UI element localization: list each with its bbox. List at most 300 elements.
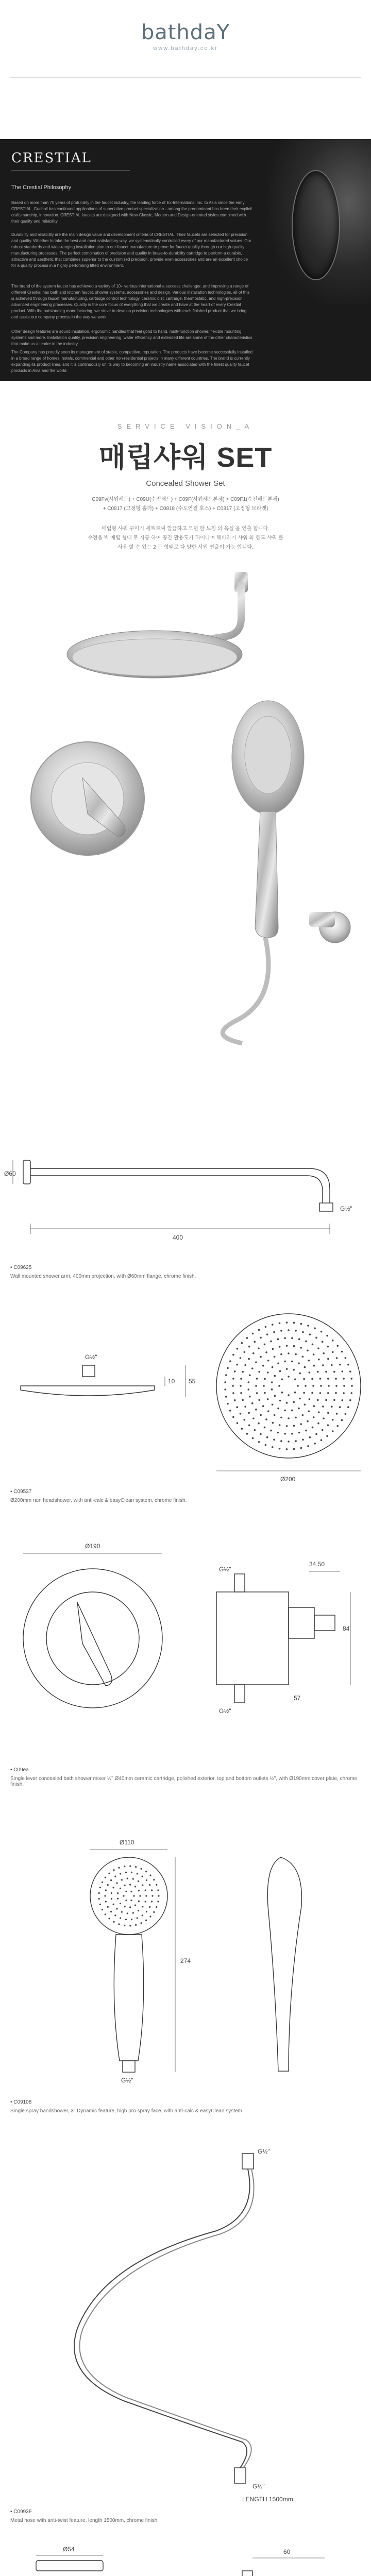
nozzle-dot — [294, 1392, 296, 1394]
nozzle-dot — [130, 1891, 132, 1892]
nozzle-dot — [327, 1346, 329, 1348]
nozzle-dot — [286, 1448, 288, 1450]
nozzle-dot — [110, 1879, 112, 1881]
dim-head-h10: 10 — [168, 1378, 175, 1385]
nozzle-dot — [254, 1341, 256, 1343]
drawing-hose — [0, 2133, 371, 2504]
nozzle-dot — [295, 1440, 297, 1442]
nozzle-dot — [293, 1345, 295, 1347]
nozzle-dot — [252, 1352, 255, 1354]
spec-code: • C0993F — [10, 2509, 32, 2515]
nozzle-dot — [129, 1865, 131, 1867]
nozzle-dot — [237, 1348, 239, 1350]
nozzle-dot — [335, 1392, 337, 1394]
nozzle-dot — [295, 1353, 297, 1355]
nozzle-dot — [252, 1437, 254, 1439]
nozzle-dot — [321, 1331, 323, 1333]
nozzle-dot — [327, 1412, 329, 1414]
nozzle-dot — [322, 1405, 324, 1408]
nozzle-dot — [125, 1919, 127, 1920]
nozzle-dot — [105, 1913, 106, 1915]
nozzle-dot — [99, 1887, 101, 1888]
nozzle-dot — [104, 1895, 106, 1896]
nozzle-dot — [265, 1351, 267, 1353]
nozzle-dot — [258, 1371, 260, 1373]
nozzle-dot — [279, 1370, 281, 1372]
nozzle-dot — [124, 1906, 126, 1907]
nozzle-dot — [134, 1905, 136, 1906]
spec-description: Metal hose with anti-twist feature, length 1500mm, chrome finish. — [10, 2518, 159, 2523]
nozzle-dot — [286, 1321, 288, 1324]
nozzle-dot — [105, 1889, 107, 1891]
nozzle-dot — [112, 1904, 114, 1905]
nozzle-dot — [248, 1388, 250, 1391]
components-line-1: C09Fv(샤워헤드) + C09U(수전해드) + C09F(샤워헤드본체) + C09F1(수전해드본체) — [92, 497, 279, 502]
nozzle-dot — [229, 1410, 231, 1412]
dim-head-h55: 55 — [189, 1378, 196, 1385]
nozzle-dot — [248, 1425, 250, 1427]
nozzle-dot — [308, 1410, 310, 1412]
nozzle-dot — [335, 1385, 338, 1387]
dim-hand-thread: G½" — [121, 2077, 133, 2084]
nozzle-dot — [311, 1378, 313, 1380]
nozzle-dot — [298, 1338, 300, 1341]
nozzle-dot — [145, 1889, 146, 1891]
nozzle-dot — [113, 1869, 114, 1871]
philosophy-paragraph: Based on more than 70 years of profundity in the faucet industry, the leading force of Ex-International Inc. to Asia since the early CRESTIAL, Gucholl has continued applications of superlative product specialization - among the predominant has been their explicit craftsmanship, innovation. CRESTIAL faucets are designed with New-Classic, Modern and Design-oriented styles combined with their quality and reliability. — [11, 200, 252, 224]
nozzle-dot — [244, 1351, 246, 1353]
nozzle-dot — [121, 1879, 123, 1880]
nozzle-dot — [313, 1416, 315, 1418]
nozzle-dot — [309, 1371, 311, 1374]
nozzle-dot — [120, 1917, 121, 1919]
nozzle-dot — [332, 1430, 334, 1432]
nozzle-dot — [304, 1403, 306, 1405]
nozzle-dot — [248, 1381, 250, 1383]
nozzle-dot — [107, 1906, 109, 1908]
nozzle-dot — [225, 1374, 227, 1376]
nozzle-dot — [300, 1323, 302, 1325]
nozzle-dot — [145, 1871, 147, 1872]
nozzle-dot — [145, 1895, 147, 1896]
nozzle-dot — [232, 1416, 234, 1418]
dim-mixer-thread-bottom: G½" — [219, 1707, 231, 1715]
nozzle-dot — [288, 1329, 290, 1331]
nozzle-dot — [300, 1447, 302, 1449]
dim-mixer-thread-top: G½" — [219, 1566, 231, 1573]
nozzle-dot — [125, 1872, 127, 1873]
nozzle-dot — [307, 1350, 309, 1352]
spec-description: Single lever concealed bath shower mixer ½" Ø40mm ceramic cartridge, polished exterior, top and bottom outlets ½", with Ø190mm cover plate, chrome finish. — [10, 1776, 357, 1787]
nozzle-dot — [132, 1878, 134, 1879]
nozzle-dot — [280, 1417, 282, 1419]
nozzle-dot — [331, 1364, 333, 1366]
nozzle-dot — [347, 1364, 349, 1366]
nozzle-dot — [271, 1388, 273, 1391]
nozzle-dot — [255, 1361, 257, 1363]
nozzle-dot — [153, 1911, 155, 1913]
nozzle-dot — [249, 1396, 251, 1398]
nozzle-dot — [341, 1419, 343, 1421]
nozzle-dot — [279, 1448, 281, 1450]
nozzle-dot — [157, 1889, 159, 1891]
nozzle-dot — [293, 1401, 295, 1403]
nozzle-dot — [341, 1351, 343, 1353]
nozzle-dot — [258, 1347, 260, 1349]
nozzle-dot — [339, 1406, 341, 1409]
nozzle-dot — [151, 1895, 153, 1896]
header — [0, 21, 371, 52]
nozzle-dot — [258, 1441, 260, 1443]
nozzle-dot — [300, 1347, 302, 1349]
nozzle-dot — [234, 1370, 236, 1372]
nozzle-dot — [291, 1337, 293, 1339]
nozzle-dot — [286, 1345, 288, 1347]
nozzle-dot — [246, 1433, 248, 1435]
nozzle-dot — [240, 1378, 242, 1380]
nozzle-dot — [267, 1360, 269, 1362]
nozzle-dot — [123, 1895, 124, 1896]
nozzle-dot — [277, 1408, 279, 1410]
dim-hose-thread-bottom: G½" — [252, 2483, 265, 2490]
nozzle-dot — [265, 1418, 267, 1420]
nozzle-dot — [107, 1884, 109, 1886]
nozzle-dot — [252, 1417, 255, 1419]
nozzle-dot — [244, 1406, 246, 1408]
header-divider — [10, 77, 361, 78]
nozzle-dot — [264, 1378, 266, 1380]
nozzle-dot — [315, 1433, 317, 1435]
nozzle-dot — [277, 1363, 279, 1365]
nozzle-dot — [274, 1375, 276, 1377]
nozzle-dot — [142, 1876, 143, 1877]
nozzle-dot — [232, 1392, 234, 1394]
nozzle-dot — [145, 1901, 146, 1902]
nozzle-dot — [317, 1399, 319, 1401]
nozzle-dot — [270, 1341, 272, 1343]
nozzle-dot — [114, 1914, 116, 1916]
crestial-logo: CRESTIAL — [11, 150, 92, 166]
nozzle-dot — [281, 1378, 283, 1380]
nozzle-dot — [124, 1885, 126, 1886]
nozzle-dot — [293, 1369, 295, 1371]
dim-arm-thread: G½" — [340, 1205, 352, 1212]
nozzle-dot — [111, 1898, 112, 1900]
dim-mixer-a: 34.50 — [309, 1561, 325, 1568]
dim-head-diameter: Ø200 — [280, 1476, 296, 1483]
nozzle-dot — [274, 1355, 276, 1358]
nozzle-dot — [260, 1356, 262, 1358]
nozzle-dot — [258, 1422, 260, 1425]
nozzle-dot — [135, 1866, 137, 1868]
nozzle-dot — [267, 1410, 269, 1412]
nozzle-dot — [145, 1920, 147, 1921]
nozzle-dot — [121, 1911, 123, 1913]
spec-code: • C09625 — [10, 1265, 32, 1270]
nozzle-dot — [232, 1378, 234, 1380]
nozzle-dot — [272, 1403, 274, 1405]
nozzle-dot — [343, 1385, 345, 1387]
nozzle-dot — [129, 1906, 131, 1908]
nozzle-dot — [322, 1341, 324, 1343]
nozzle-dot — [113, 1921, 114, 1923]
nozzle-dot — [315, 1337, 317, 1339]
nozzle-dot — [302, 1439, 304, 1441]
nozzle-dot — [302, 1355, 304, 1358]
nozzle-dot — [278, 1385, 280, 1387]
nozzle-dot — [288, 1394, 290, 1396]
nozzle-dot — [272, 1446, 274, 1448]
nozzle-dot — [322, 1364, 324, 1366]
nozzle-dot — [132, 1912, 134, 1913]
nozzle-dot — [350, 1392, 352, 1394]
nozzle-dot — [321, 1439, 323, 1442]
nozzle-dot — [318, 1412, 320, 1414]
nozzle-dot — [260, 1414, 262, 1416]
nozzle-dot — [244, 1419, 246, 1421]
nozzle-dot — [240, 1385, 242, 1387]
nozzle-dot — [327, 1392, 329, 1394]
nozzle-dot — [318, 1359, 320, 1361]
nozzle-dot — [272, 1348, 274, 1350]
nozzle-dot — [307, 1325, 309, 1327]
nozzle-dot — [156, 1906, 157, 1908]
nozzle-dot — [120, 1873, 121, 1874]
philosophy-title: The Crestial Philosophy — [11, 184, 72, 191]
nozzle-dot — [130, 1900, 132, 1901]
description-line-2: 수전을 벽 매립 형태 로 시공 하여 공간 활용도가 뛰어나며 해바라기 샤워 와 핸드 샤워 를 — [88, 535, 283, 541]
nozzle-dot — [251, 1367, 254, 1369]
nozzle-dot — [256, 1392, 258, 1394]
nozzle-dot — [227, 1403, 229, 1405]
nozzle-dot — [260, 1433, 262, 1435]
nozzle-dot — [345, 1413, 347, 1415]
dim-head-thread: G½" — [85, 1353, 97, 1361]
nozzle-dot — [281, 1392, 283, 1394]
nozzle-dot — [225, 1396, 227, 1398]
nozzle-dot — [105, 1901, 107, 1902]
nozzle-dot — [242, 1371, 244, 1373]
nozzle-dot — [279, 1424, 281, 1426]
spec-description: Single spray handshower, 3" Dynamic feature, high pro spray face, with anti-calc & easyClean system — [10, 2108, 242, 2114]
nozzle-dot — [288, 1352, 290, 1354]
nozzle-dot — [156, 1884, 157, 1886]
nozzle-dot — [116, 1908, 117, 1909]
nozzle-dot — [111, 1892, 112, 1894]
nozzle-dot — [266, 1436, 268, 1438]
nozzle-dot — [300, 1423, 302, 1425]
drawing-mixer — [0, 1525, 371, 1762]
nozzle-dot — [246, 1337, 248, 1339]
nozzle-dot — [274, 1395, 276, 1397]
nozzle-dot — [234, 1399, 236, 1401]
nozzle-dot — [157, 1901, 159, 1902]
nozzle-dot — [108, 1918, 110, 1919]
nozzle-dot — [258, 1329, 260, 1331]
nozzle-dot — [345, 1357, 347, 1359]
nozzle-dot — [142, 1914, 143, 1916]
nozzle-dot — [299, 1398, 301, 1400]
product-photo — [0, 556, 371, 1051]
brand-logo: bathdaY — [141, 21, 230, 44]
dim-arm-flange: Ø60 — [4, 1170, 16, 1177]
nozzle-dot — [236, 1406, 238, 1409]
nozzle-dot — [255, 1409, 257, 1411]
dim-hand-length: 274 — [180, 1957, 191, 1964]
nozzle-dot — [134, 1886, 136, 1887]
drawing-handshower — [0, 1834, 371, 2092]
nozzle-dot — [117, 1892, 119, 1894]
nozzle-dot — [313, 1365, 315, 1367]
nozzle-dot — [293, 1448, 295, 1450]
nozzle-dot — [317, 1347, 319, 1349]
nozzle-dot — [255, 1385, 257, 1387]
nozzle-dot — [312, 1344, 314, 1346]
dim-mixer-c: 57 — [294, 1694, 301, 1702]
faucet-rim-photo — [292, 170, 340, 280]
nozzle-dot — [153, 1879, 155, 1880]
nozzle-dot — [295, 1417, 297, 1419]
nozzle-dot — [307, 1420, 309, 1422]
philosophy-paragraph: The Company has proudly seen its management of stable, competitive, reputation. The products have become successfully installed in a broad range of homes, hotels, commercial and other non-residential projects in many different countries. The brand is currently expanding its product lines, and it is continuously on its way to becoming an industry name associated with the finest quality faucet products in Asia and the world. — [11, 350, 253, 373]
dim-arm-length: 400 — [173, 1234, 183, 1241]
nozzle-dot — [297, 1385, 299, 1387]
crestial-underline — [11, 170, 130, 171]
nozzle-dot — [322, 1429, 324, 1431]
nozzle-dot — [305, 1341, 307, 1343]
nozzle-dot — [273, 1439, 275, 1441]
product-title: 매립샤워 SET — [98, 442, 273, 473]
spec-code: • C09ea — [10, 1767, 29, 1773]
nozzle-dot — [291, 1433, 293, 1435]
nozzle-dot — [323, 1352, 325, 1354]
nozzle-dot — [138, 1880, 139, 1882]
nozzle-dot — [112, 1887, 114, 1888]
nozzle-dot — [284, 1433, 286, 1435]
nozzle-dot — [349, 1370, 351, 1372]
nozzle-dot — [286, 1368, 288, 1370]
nozzle-dot — [138, 1890, 140, 1891]
nozzle-dot — [307, 1445, 309, 1447]
nozzle-dot — [267, 1398, 269, 1400]
nozzle-dot — [254, 1429, 256, 1431]
nozzle-dot — [158, 1895, 159, 1896]
nozzle-dot — [332, 1419, 334, 1421]
drawing-rain-head — [0, 1298, 371, 1525]
nozzle-dot — [320, 1385, 322, 1387]
nozzle-dot — [336, 1357, 338, 1359]
nozzle-dot — [146, 1911, 147, 1912]
nozzle-dot — [258, 1399, 260, 1401]
drawing-elbow — [0, 2540, 371, 2576]
nozzle-dot — [102, 1909, 103, 1910]
nozzle-dot — [124, 1866, 125, 1867]
nozzle-dot — [110, 1911, 112, 1912]
nozzle-dot — [343, 1392, 345, 1394]
nozzle-dot — [298, 1408, 300, 1410]
nozzle-dot — [131, 1872, 132, 1873]
nozzle-dot — [137, 1873, 138, 1874]
nozzle-dot — [120, 1903, 121, 1904]
nozzle-dot — [280, 1440, 282, 1442]
spec-code: • C09537 — [10, 1489, 32, 1495]
nozzle-dot — [288, 1440, 290, 1443]
nozzle-dot — [114, 1876, 116, 1877]
nozzle-dot — [244, 1364, 246, 1366]
nozzle-dot — [350, 1378, 352, 1380]
nozzle-dot — [133, 1895, 134, 1896]
nozzle-dot — [342, 1370, 344, 1372]
nozzle-dot — [279, 1322, 281, 1324]
nozzle-dot — [305, 1385, 307, 1387]
components-line-2: + C0817 (고정형 홀더) + C0818 (수도연결 호스) + C0817 (고정형 브라켓) — [103, 506, 268, 512]
nozzle-dot — [129, 1884, 131, 1886]
nozzle-dot — [288, 1376, 290, 1378]
nozzle-dot — [267, 1371, 269, 1374]
nozzle-dot — [140, 1868, 142, 1870]
series-label: SERVICE VISION_A — [117, 422, 254, 430]
nozzle-dot — [293, 1322, 295, 1324]
nozzle-dot — [309, 1333, 311, 1335]
nozzle-dot — [347, 1406, 349, 1409]
nozzle-dot — [149, 1884, 150, 1886]
nozzle-dot — [314, 1443, 316, 1445]
nozzle-dot — [314, 1327, 316, 1329]
nozzle-dot — [227, 1367, 229, 1369]
nozzle-dot — [127, 1912, 128, 1914]
nozzle-dot — [284, 1410, 286, 1412]
dim-hose-length: LENGTH 1500mm — [242, 2496, 293, 2503]
nozzle-dot — [304, 1366, 306, 1368]
nozzle-dot — [284, 1361, 286, 1363]
nozzle-dot — [271, 1381, 273, 1383]
nozzle-dot — [262, 1365, 264, 1367]
nozzle-dot — [151, 1889, 153, 1891]
nozzle-dot — [248, 1412, 250, 1414]
nozzle-dot — [142, 1906, 143, 1907]
nozzle-dot — [264, 1344, 266, 1346]
nozzle-dot — [270, 1430, 272, 1432]
nozzle-dot — [328, 1385, 330, 1387]
nozzle-dot — [325, 1371, 327, 1373]
nozzle-dot — [249, 1374, 251, 1376]
nozzle-dot — [332, 1340, 334, 1342]
nozzle-dot — [149, 1916, 151, 1917]
dim-hand-diameter: Ø110 — [120, 1839, 134, 1846]
nozzle-dot — [298, 1432, 300, 1434]
nozzle-dot — [309, 1398, 311, 1400]
nozzle-dot — [248, 1346, 250, 1348]
nozzle-dot — [105, 1877, 106, 1878]
nozzle-dot — [302, 1414, 304, 1416]
nozzle-dot — [151, 1901, 153, 1902]
nozzle-dot — [240, 1413, 242, 1415]
nozzle-dot — [325, 1399, 327, 1401]
nozzle-dot — [265, 1326, 267, 1328]
nozzle-dot — [116, 1882, 117, 1884]
nozzle-dot — [331, 1406, 333, 1408]
nozzle-dot — [124, 1925, 125, 1926]
spec-description: Ø200mm rain headshower, with anti-calc & easyClean system, chrome finish. — [10, 1498, 187, 1503]
nozzle-dot — [280, 1353, 282, 1355]
nozzle-dot — [302, 1331, 304, 1333]
nozzle-dot — [118, 1867, 120, 1869]
nozzle-dot — [326, 1435, 328, 1437]
nozzle-dot — [146, 1879, 147, 1881]
nozzle-dot — [224, 1381, 226, 1383]
spec-description: Wall mounted shower arm, 400mm projection, with Ø60mm flange, chrome finish. — [10, 1274, 196, 1279]
nozzle-dot — [342, 1399, 344, 1401]
